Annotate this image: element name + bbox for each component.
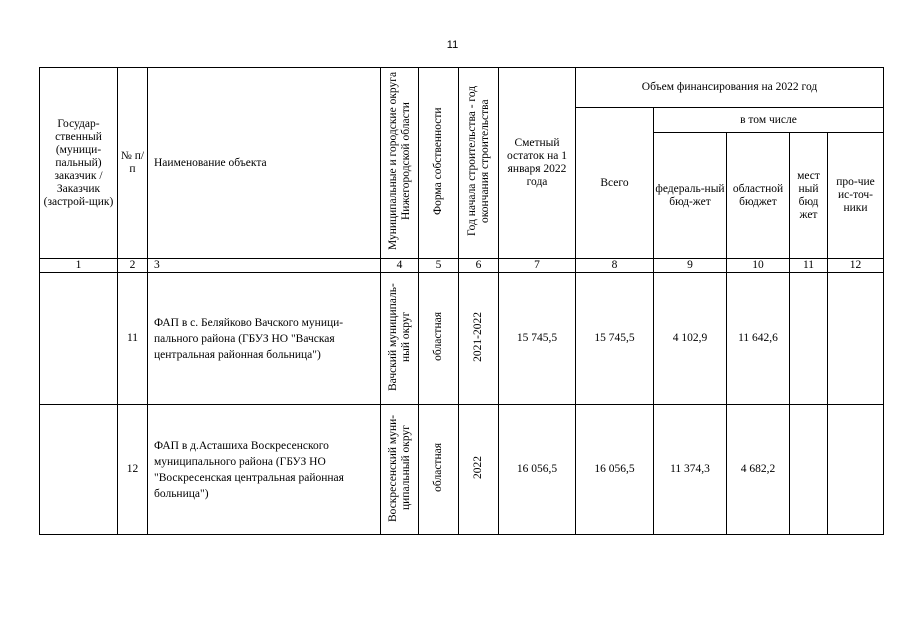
column-number: 1	[40, 259, 118, 273]
table-row	[40, 405, 884, 535]
header-estimate: Сметный остаток на 1 января 2022 года	[499, 68, 576, 259]
column-number: 11	[790, 259, 828, 273]
header-customer: Государ-ственный (муници-пальный) заказчик / Заказчик (застрой-щик)	[40, 68, 118, 259]
row-estimate: 16 056,5	[499, 405, 576, 535]
row-years: 2021-2022	[472, 311, 484, 362]
row-customer	[40, 273, 118, 405]
row-ownership: областная	[432, 443, 444, 492]
header-ownership-cell	[419, 68, 459, 259]
column-number: 10	[727, 259, 790, 273]
header-municipality-cell	[381, 68, 419, 259]
table-row	[40, 273, 884, 405]
column-number-row	[40, 259, 884, 273]
column-number: 7	[499, 259, 576, 273]
row-regional: 11 642,6	[727, 273, 790, 405]
row-other	[828, 405, 884, 535]
column-number: 5	[419, 259, 459, 273]
header-local: мест ный бюд жет	[790, 133, 828, 259]
row-local	[790, 273, 828, 405]
header-object: Наименование объекта	[148, 68, 381, 259]
column-number: 4	[381, 259, 419, 273]
header-funding: Объем финансирования на 2022 год	[576, 68, 884, 108]
row-years-cell	[459, 405, 499, 535]
page-number: 11	[446, 39, 459, 51]
column-number: 12	[828, 259, 884, 273]
header-ownership: Форма собственности	[432, 107, 444, 215]
row-ownership: областная	[432, 312, 444, 361]
row-total: 16 056,5	[576, 405, 654, 535]
row-municipality-cell	[381, 273, 419, 405]
row-object: ФАП в д.Асташиха Воскресенского муниципального района (ГБУЗ НО "Воскресенская центральная районная больница")	[148, 405, 381, 535]
column-number: 3	[148, 259, 381, 273]
row-years: 2022	[472, 456, 484, 479]
row-num: 11	[118, 273, 148, 405]
row-municipality: Вачский муниципаль-ный округ	[386, 282, 412, 391]
row-regional: 4 682,2	[727, 405, 790, 535]
row-municipality-cell	[381, 405, 419, 535]
row-federal: 4 102,9	[654, 273, 727, 405]
row-federal: 11 374,3	[654, 405, 727, 535]
row-total: 15 745,5	[576, 273, 654, 405]
header-other: про-чие ис-точ-ники	[828, 133, 884, 259]
column-number: 2	[118, 259, 148, 273]
row-years-cell	[459, 273, 499, 405]
header-including: в том числе	[654, 108, 884, 133]
header-regional: областной бюджет	[727, 133, 790, 259]
header-municipality: Муниципальные и городские округа Нижегородской области	[386, 71, 412, 251]
header-federal: федераль-ный бюд-жет	[654, 133, 727, 259]
row-other	[828, 273, 884, 405]
row-ownership-cell	[419, 405, 459, 535]
financing-table	[39, 67, 884, 535]
row-estimate: 15 745,5	[499, 273, 576, 405]
column-number: 8	[576, 259, 654, 273]
header-years-cell	[459, 68, 499, 259]
row-local	[790, 405, 828, 535]
header-years: Год начала строительства - год окончания строительства	[465, 85, 491, 237]
row-object: ФАП в с. Беляйково Вачского муници-пального района (ГБУЗ НО "Вачская центральная районная больница")	[148, 273, 381, 405]
row-num: 12	[118, 405, 148, 535]
row-municipality: Воскресенский муни-ципальный округ	[386, 413, 412, 522]
row-customer	[40, 405, 118, 535]
header-total: Всего	[576, 108, 654, 259]
column-number: 6	[459, 259, 499, 273]
header-num: № п/п	[118, 68, 148, 259]
column-number: 9	[654, 259, 727, 273]
row-ownership-cell	[419, 273, 459, 405]
